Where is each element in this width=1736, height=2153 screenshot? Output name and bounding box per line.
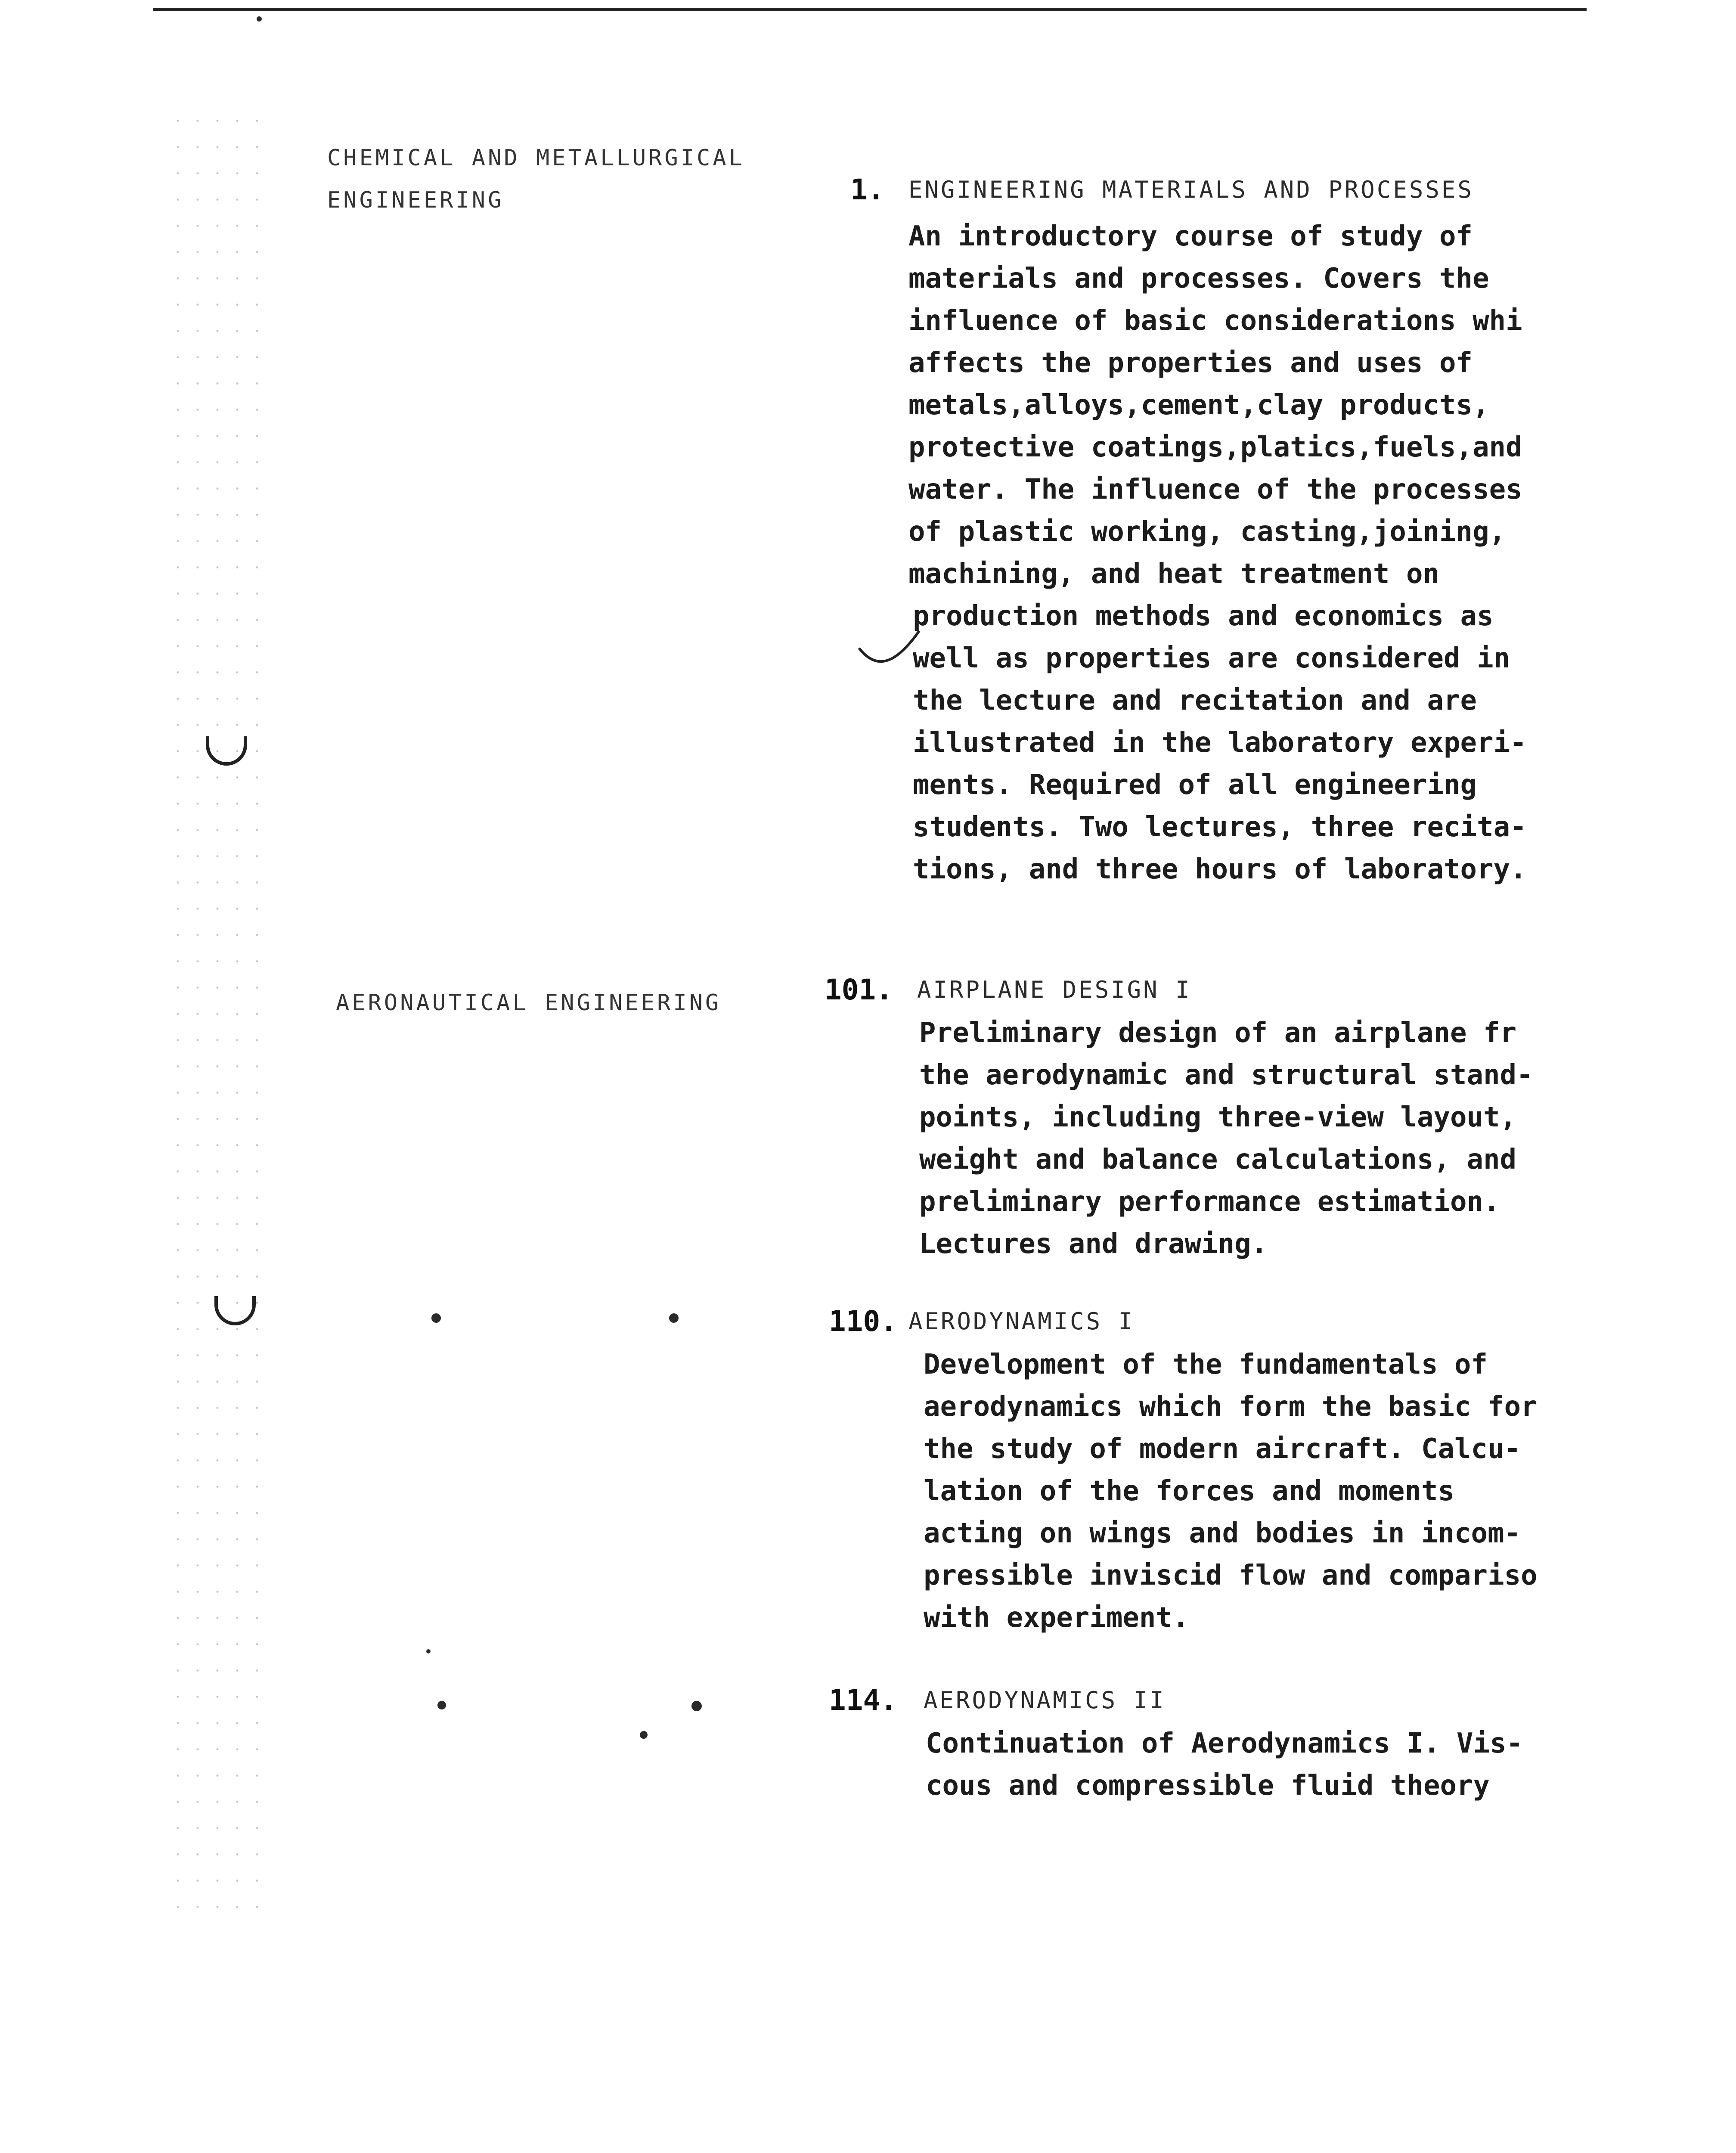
scan-speck: [640, 1731, 648, 1739]
aeronautical-dept-heading: AERONAUTICAL ENGINEERING: [336, 990, 722, 1016]
course-desc-line: influence of basic considerations whi: [908, 305, 1522, 337]
scan-speck: [669, 1313, 679, 1323]
course-number: 101.: [825, 973, 893, 1006]
course-desc-line: of plastic working, casting,joining,: [908, 516, 1506, 548]
course-desc-line: well as properties are considered in: [913, 642, 1510, 674]
scan-speck: [437, 1701, 446, 1709]
scan-speck: [426, 1649, 431, 1654]
course-desc-line: students. Two lectures, three recita-: [913, 811, 1527, 843]
course-number: 114.: [829, 1684, 897, 1717]
course-desc-line: the lecture and recitation and are: [913, 685, 1477, 717]
course-number: 1.: [850, 173, 885, 206]
chemical-dept-heading-line2: ENGINEERING: [327, 187, 504, 213]
course-title: AERODYNAMICS I: [908, 1308, 1135, 1335]
course-desc-line: ments. Required of all engineering: [913, 769, 1477, 801]
course-desc-line: acting on wings and bodies in incom-: [924, 1517, 1521, 1549]
course-desc-line: the study of modern aircraft. Calcu-: [924, 1433, 1521, 1465]
course-desc-line: the aerodynamic and structural stand-: [919, 1059, 1533, 1091]
top-rule: [153, 8, 1587, 11]
course-number: 110.: [829, 1305, 897, 1338]
course-desc-line: metals,alloys,cement,clay products,: [908, 389, 1489, 421]
course-desc-line: points, including three-view layout,: [919, 1101, 1517, 1133]
course-title: AIRPLANE DESIGN I: [917, 976, 1192, 1003]
course-desc-line: preliminary performance estimation.: [919, 1186, 1500, 1218]
course-desc-line: weight and balance calculations, and: [919, 1144, 1517, 1176]
course-desc-line: Lectures and drawing.: [919, 1228, 1268, 1260]
course-desc-line: Development of the fundamentals of: [924, 1349, 1488, 1381]
course-desc-line: illustrated in the laboratory experi-: [913, 727, 1527, 759]
course-desc-line: with experiment.: [924, 1602, 1189, 1634]
course-desc-line: aerodynamics which form the basic for: [924, 1391, 1538, 1423]
course-title: ENGINEERING MATERIALS AND PROCESSES: [908, 176, 1474, 203]
chemical-dept-heading-line1: CHEMICAL AND METALLURGICAL: [327, 145, 745, 171]
course-desc-line: production methods and economics as: [913, 600, 1494, 632]
course-title: AERODYNAMICS II: [924, 1687, 1166, 1714]
course-desc-line: cous and compressible fluid theory: [926, 1770, 1490, 1802]
course-desc-line: pressible inviscid flow and compariso: [924, 1560, 1538, 1591]
pencil-check-icon: [857, 629, 921, 676]
course-desc-line: water. The influence of the processes: [908, 474, 1522, 506]
course-desc-line: An introductory course of study of: [908, 220, 1473, 252]
course-desc-line: affects the properties and uses of: [908, 347, 1473, 379]
scan-speck: [257, 16, 262, 22]
course-desc-line: Continuation of Aerodynamics I. Vis-: [926, 1728, 1523, 1759]
course-desc-line: machining, and heat treatment on: [908, 558, 1439, 590]
margin-noise: [168, 108, 276, 1916]
course-desc-line: protective coatings,platics,fuels,and: [908, 431, 1522, 463]
course-desc-line: Preliminary design of an airplane fr: [919, 1017, 1517, 1049]
course-desc-line: materials and processes. Covers the: [908, 263, 1489, 295]
course-desc-line: lation of the forces and moments: [924, 1475, 1454, 1507]
scan-speck: [431, 1313, 441, 1323]
course-desc-line: tions, and three hours of laboratory.: [913, 853, 1527, 885]
scan-speck: [691, 1701, 702, 1711]
